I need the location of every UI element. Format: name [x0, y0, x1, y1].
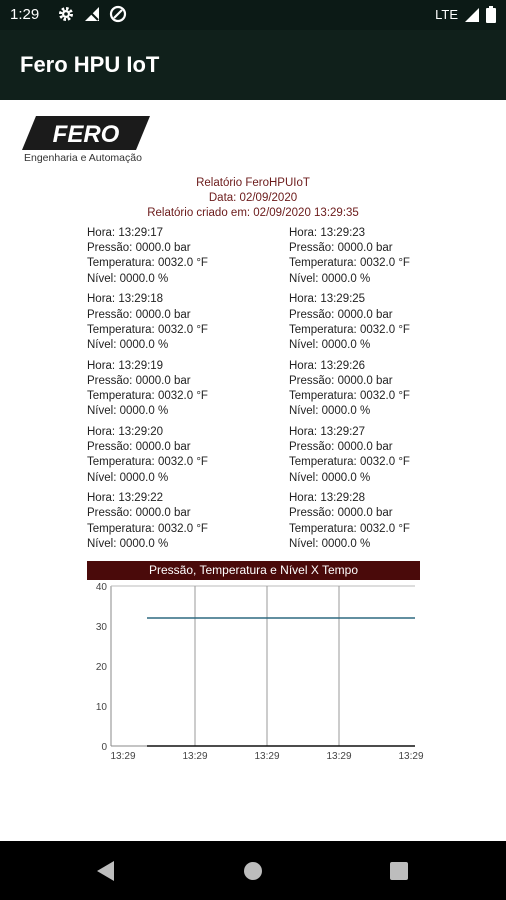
- record-nivel: Nível: 0000.0 %: [289, 405, 371, 418]
- home-icon[interactable]: [241, 859, 265, 883]
- record-pressao: Pressão: 0000.0 bar: [289, 507, 393, 520]
- y-tick-label: 10: [95, 702, 107, 713]
- record-nivel: Nível: 0000.0 %: [87, 405, 169, 418]
- record-pressao: Pressão: 0000.0 bar: [87, 308, 191, 321]
- record-temperatura: Temperatura: 0032.0 °F: [87, 522, 208, 535]
- x-tick-label: 13:29: [110, 751, 136, 762]
- record-temperatura: Temperatura: 0032.0 °F: [289, 522, 410, 535]
- record-nivel: Nível: 0000.0 %: [87, 272, 169, 285]
- record-nivel: Nível: 0000.0 %: [87, 338, 169, 351]
- record-hora: Hora: 13:29:26: [289, 359, 366, 372]
- record-hora: Hora: 13:29:19: [87, 359, 164, 372]
- recents-icon[interactable]: [387, 859, 411, 883]
- record-nivel: Nível: 0000.0 %: [289, 272, 371, 285]
- app-bar: [0, 30, 506, 100]
- record-temperatura: Temperatura: 0032.0 °F: [87, 257, 208, 270]
- record: [289, 491, 410, 552]
- app-title: Fero HPU IoT: [20, 52, 160, 77]
- svg-text:FERO: FERO: [52, 121, 120, 148]
- status-icons-right: [435, 6, 496, 23]
- record-nivel: Nível: 0000.0 %: [289, 338, 371, 351]
- record-hora: Hora: 13:29:25: [289, 293, 366, 306]
- signal-off-icon: [83, 5, 101, 23]
- lte-signal-icon: [464, 7, 480, 23]
- record-temperatura: Temperatura: 0032.0 °F: [289, 456, 410, 469]
- record-temperatura: Temperatura: 0032.0 °F: [289, 390, 410, 403]
- y-tick-label: 0: [101, 742, 107, 753]
- record-pressao: Pressão: 0000.0 bar: [87, 507, 191, 520]
- chart-plot: [87, 580, 424, 766]
- battery-icon: [486, 6, 496, 23]
- x-tick-label: 13:29: [254, 751, 280, 762]
- record-hora: Hora: 13:29:23: [289, 227, 366, 239]
- record-nivel: Nível: 0000.0 %: [289, 537, 371, 550]
- record: [289, 226, 410, 287]
- record-hora: Hora: 13:29:18: [87, 293, 164, 306]
- record: [87, 491, 208, 552]
- record: [87, 359, 208, 420]
- x-tick-label: 13:29: [326, 751, 352, 762]
- record-temperatura: Temperatura: 0032.0 °F: [87, 323, 208, 336]
- report-date: Data: 02/09/2020: [208, 192, 298, 204]
- record: [87, 425, 208, 486]
- record-pressao: Pressão: 0000.0 bar: [289, 308, 393, 321]
- record-nivel: Nível: 0000.0 %: [87, 537, 169, 550]
- x-tick-label: 13:29: [398, 751, 424, 762]
- status-icons-left: [57, 5, 127, 23]
- record: [289, 292, 410, 353]
- nav-bar: [0, 841, 506, 900]
- record-hora: Hora: 13:29:22: [87, 492, 164, 505]
- status-time: 1:29: [10, 6, 40, 23]
- chart: [87, 561, 424, 766]
- record-pressao: Pressão: 0000.0 bar: [87, 374, 191, 387]
- record: [87, 292, 208, 353]
- report-content[interactable]: [0, 100, 506, 841]
- report-created: Relatório criado em: 02/09/2020 13:29:35: [147, 207, 359, 219]
- y-tick-label: 40: [95, 582, 107, 593]
- record-pressao: Pressão: 0000.0 bar: [289, 374, 393, 387]
- record-temperatura: Temperatura: 0032.0 °F: [289, 323, 410, 336]
- record: [289, 425, 410, 486]
- record-temperatura: Temperatura: 0032.0 °F: [289, 257, 410, 270]
- back-icon[interactable]: [94, 859, 118, 883]
- y-tick-label: 30: [95, 622, 107, 633]
- record-nivel: Nível: 0000.0 %: [289, 471, 371, 484]
- record-pressao: Pressão: 0000.0 bar: [87, 441, 191, 454]
- record-hora: Hora: 13:29:28: [289, 492, 366, 505]
- logo-tagline: Engenharia e Automação: [24, 152, 142, 164]
- record-temperatura: Temperatura: 0032.0 °F: [87, 390, 208, 403]
- status-bar: [0, 0, 506, 30]
- record-nivel: Nível: 0000.0 %: [87, 471, 169, 484]
- x-tick-label: 13:29: [182, 751, 208, 762]
- record-temperatura: Temperatura: 0032.0 °F: [87, 456, 208, 469]
- record-pressao: Pressão: 0000.0 bar: [87, 242, 191, 255]
- y-tick-label: 20: [95, 662, 107, 673]
- record: [87, 226, 208, 287]
- records-right: [289, 226, 410, 558]
- record-pressao: Pressão: 0000.0 bar: [289, 441, 393, 454]
- record-hora: Hora: 13:29:27: [289, 425, 366, 438]
- network-type: LTE: [435, 7, 458, 22]
- record: [289, 359, 410, 420]
- chart-title: Pressão, Temperatura e Nível X Tempo: [87, 561, 420, 580]
- record-hora: Hora: 13:29:17: [87, 227, 164, 239]
- records-left: [87, 226, 208, 558]
- record-pressao: Pressão: 0000.0 bar: [289, 242, 393, 255]
- data-saver-icon: [109, 5, 127, 23]
- record-hora: Hora: 13:29:20: [87, 425, 164, 438]
- gear-icon: [57, 5, 75, 23]
- report-title: Relatório FeroHPUIoT: [196, 177, 310, 189]
